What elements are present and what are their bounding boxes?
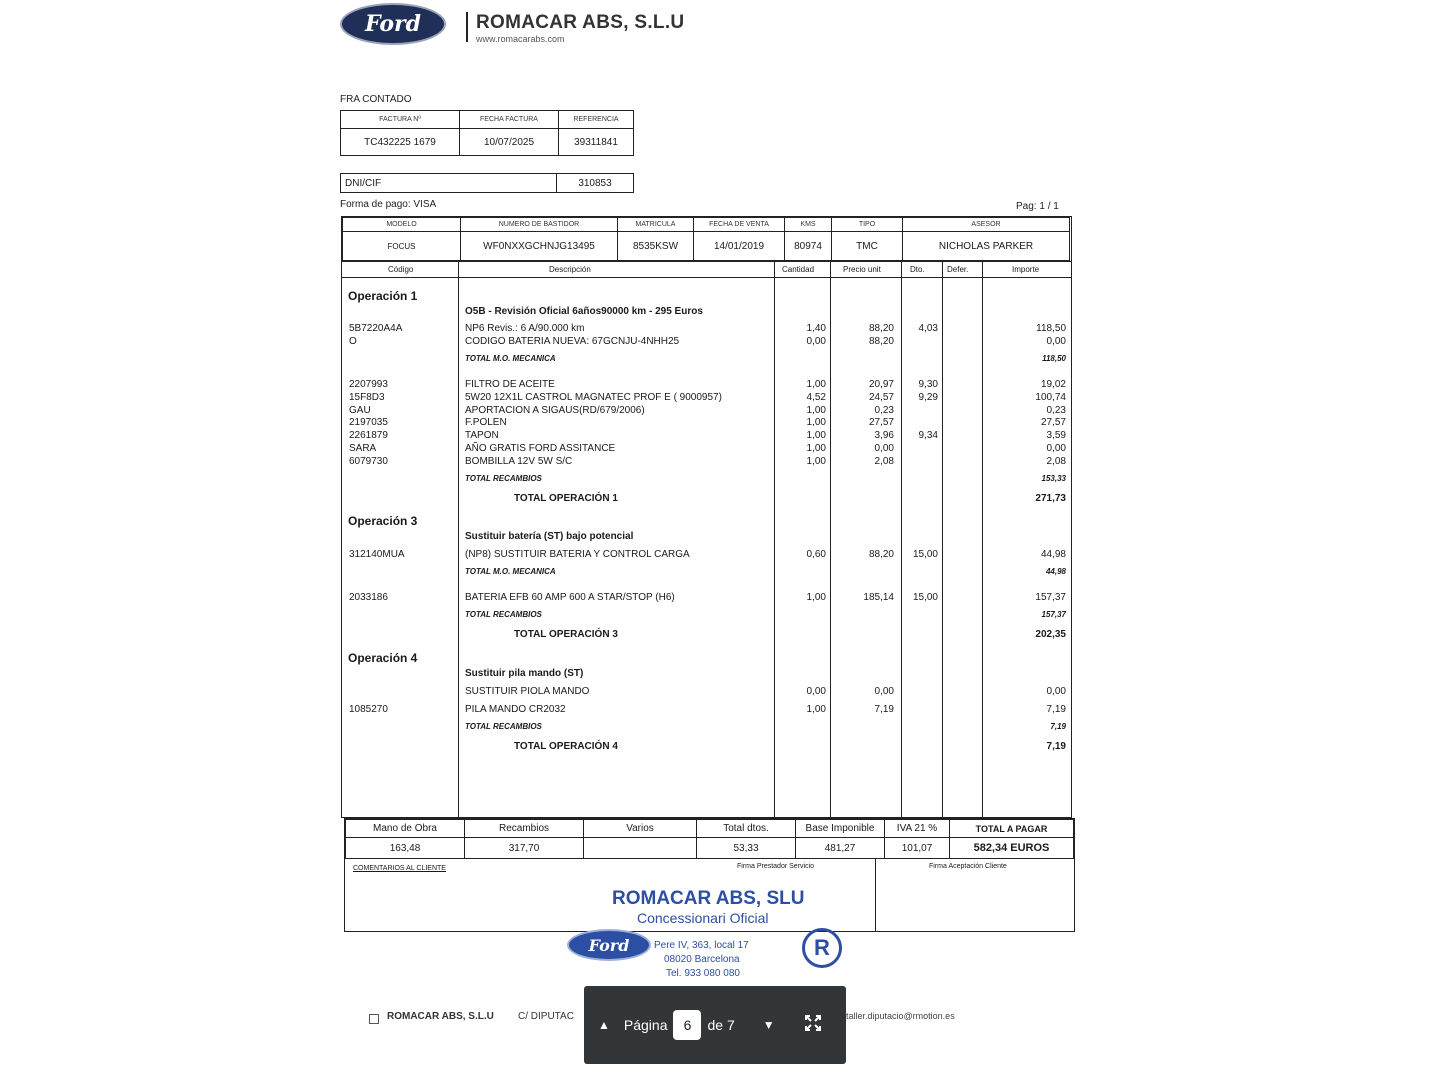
line-code: O [349, 336, 357, 347]
bottom-email: taller.diputacio@rmotion.es [846, 1011, 955, 1021]
part-code: GAU [349, 404, 371, 416]
op3-total-label: TOTAL OPERACIÓN 3 [514, 629, 618, 640]
part-qty: 1,00 [806, 404, 826, 416]
part-imp: 2,08 [1046, 455, 1066, 467]
ref-value: 39311841 [559, 129, 634, 156]
op1-heading: O5B - Revisión Oficial 6años90000 km - 295 Euros [465, 306, 703, 317]
vh-modelo: MODELO [343, 218, 461, 232]
col-sep [830, 261, 831, 817]
line-imp: 44,98 [1040, 549, 1066, 560]
line-qty: 1,00 [806, 704, 826, 715]
part-imp: 3,59 [1046, 430, 1066, 442]
stamp-subtitle: Concessionari Oficial [637, 910, 769, 926]
th-mano-obra: Mano de Obra [346, 820, 465, 838]
part-desc: BOMBILLA 12V 5W S/C [465, 455, 573, 467]
part-qty: 1,00 [806, 430, 826, 442]
dni-label: DNI/CIF [341, 174, 557, 193]
factura-value: TC432225 1679 [341, 129, 460, 156]
part-desc: F.POLEN [465, 417, 507, 429]
op3-heading: Sustituir batería (ST) bajo potencial [465, 531, 634, 542]
col-cantidad: Cantidad [782, 265, 815, 274]
line-imp: 157,37 [1035, 592, 1066, 603]
company-name: ROMACAR ABS, S.L.U [476, 12, 685, 33]
vh-matricula: MATRICULA [618, 218, 694, 232]
dni-value: 310853 [557, 174, 634, 193]
firma-cliente-label: Firma Aceptación Cliente [929, 863, 1007, 870]
vv-fecha: 14/01/2019 [694, 232, 785, 261]
fullscreen-icon[interactable] [805, 1015, 821, 1036]
part-code: 6079730 [349, 455, 388, 467]
op3-title: Operación 3 [348, 514, 418, 528]
line-dto: 15,00 [912, 592, 938, 603]
stamp-company: ROMACAR ABS, SLU [612, 888, 805, 909]
line-dto: 4,03 [918, 323, 938, 334]
line-qty: 1,40 [806, 323, 826, 334]
part-qty: 1,00 [806, 455, 826, 467]
line-imp: 0,00 [1046, 686, 1066, 697]
stamp-address-2: 08020 Barcelona [664, 954, 740, 965]
invoice-info-table [340, 110, 634, 156]
line-qty: 0,00 [806, 336, 826, 347]
vv-matricula: 8535KSW [618, 232, 694, 261]
line-pu: 7,19 [874, 704, 894, 715]
part-code: SARA [349, 443, 377, 454]
part-imp: 0,00 [1046, 443, 1066, 454]
col-dto: Dto. [910, 265, 925, 274]
op1-title: Operación 1 [348, 289, 418, 303]
col-sep [901, 261, 902, 817]
pdf-page-toolbar [584, 986, 846, 1064]
stamp-phone: Tel. 933 080 080 [666, 968, 740, 979]
th-base: Base Imponible [796, 820, 885, 838]
part-qty: 4,52 [806, 391, 826, 403]
line-desc: NP6 Revis.: 6 A/90.000 km [465, 323, 585, 334]
line-desc: BATERIA EFB 60 AMP 600 A STAR/STOP (H6) [465, 592, 675, 603]
ref-label: REFERENCIA [559, 111, 634, 129]
page-label: Página [623, 1017, 668, 1033]
company-website: www.romacarabs.com [476, 34, 565, 44]
part-imp: 0,23 [1046, 404, 1066, 416]
part-pu: 20,97 [868, 379, 894, 390]
part-dto: 9,34 [918, 430, 938, 442]
vh-kms: KMS [785, 218, 832, 232]
part-qty: 1,00 [806, 443, 826, 454]
tv-iva: 101,07 [885, 838, 950, 859]
line-qty: 0,60 [806, 549, 826, 560]
op1-total-mo-value: 118,50 [1042, 354, 1066, 363]
checkbox-icon [369, 1014, 379, 1024]
op3-total-mo-value: 44,98 [1045, 567, 1066, 576]
vv-tipo: TMC [832, 232, 903, 261]
part-imp: 100,74 [1035, 391, 1066, 403]
line-code: 312140MUA [349, 549, 405, 560]
col-descripcion: Descripción [549, 265, 591, 274]
invoice-type: FRA CONTADO [340, 94, 412, 105]
op1-total-label: TOTAL OPERACIÓN 1 [514, 493, 618, 504]
col-sep [458, 261, 459, 817]
firma-prestador-label: Firma Prestador Servicio [737, 863, 815, 870]
ford-logo: Ford [340, 3, 446, 45]
col-sep [774, 261, 775, 817]
th-iva: IVA 21 % [885, 820, 950, 838]
line-imp: 7,19 [1046, 704, 1066, 715]
tv-recambios: 317,70 [465, 838, 584, 859]
page-total: de 7 [707, 1017, 735, 1033]
part-pu: 0,23 [874, 404, 894, 416]
col-importe: Importe [1012, 265, 1040, 274]
line-pu: 88,20 [868, 549, 894, 560]
part-desc: FILTRO DE ACEITE [465, 379, 555, 390]
page-count: Pag: 1 / 1 [1016, 201, 1059, 212]
tv-total-dtos: 53,33 [697, 838, 796, 859]
stamp-ford-logo: Ford [567, 929, 651, 961]
th-recambios: Recambios [465, 820, 584, 838]
op1-total-rec-value: 153,33 [1041, 474, 1066, 483]
vh-asesor: ASESOR [903, 218, 1070, 232]
part-desc: APORTACION A SIGAUS(RD/679/2006) [465, 404, 645, 416]
op3-total-mo-label: TOTAL M.O. MECANICA [465, 567, 556, 576]
op1-total-rec-label: TOTAL RECAMBIOS [465, 474, 542, 483]
th-total-dtos: Total dtos. [697, 820, 796, 838]
part-pu: 2,08 [874, 455, 894, 467]
tv-mano-obra: 163,48 [346, 838, 465, 859]
vehicle-bottom [342, 261, 1071, 262]
line-desc: CODIGO BATERIA NUEVA: 67GCNJU-4NHH25 [465, 336, 680, 347]
next-page-icon[interactable]: ▼ [762, 1018, 775, 1032]
part-pu: 27,57 [868, 417, 894, 429]
line-code: 5B7220A4A [349, 323, 403, 334]
part-dto: 9,30 [918, 379, 938, 390]
op4-total-rec-label: TOTAL RECAMBIOS [465, 722, 542, 731]
op4-total-rec-value: 7,19 [1050, 722, 1066, 731]
line-pu: 0,00 [874, 686, 894, 697]
part-pu: 24,57 [868, 391, 894, 403]
op4-heading: Sustituir pila mando (ST) [465, 668, 584, 679]
stamp-address-1: Pere IV, 363, local 17 [654, 940, 749, 951]
part-pu: 3,96 [874, 430, 894, 442]
fecha-value: 10/07/2025 [460, 129, 559, 156]
line-pu: 185,14 [863, 592, 894, 603]
vv-kms: 80974 [785, 232, 832, 261]
vv-bastidor: WF0NXXGCHNJG13495 [461, 232, 618, 261]
th-total-pagar: TOTAL A PAGAR [950, 820, 1074, 838]
op1-total-mo-label: TOTAL M.O. MECANICA [465, 354, 556, 363]
line-imp: 0,00 [1046, 336, 1066, 347]
col-precio: Precio unit [843, 265, 881, 274]
vh-bastidor: NUMERO DE BASTIDOR [461, 218, 618, 232]
fecha-label: FECHA FACTURA [460, 111, 559, 129]
stamp-r-logo: R [802, 928, 842, 968]
line-code: 2033186 [349, 592, 388, 603]
line-pu: 88,20 [868, 323, 894, 334]
line-imp: 118,50 [1036, 323, 1066, 334]
part-desc: 5W20 12X1L CASTROL MAGNATEC PROF E ( 9000957) [465, 391, 722, 403]
op1-total-value: 271,73 [1035, 493, 1066, 504]
factura-label: FACTURA Nº [341, 111, 460, 129]
tv-varios [584, 838, 697, 859]
payment-method: Forma de pago: VISA [340, 199, 437, 210]
line-dto: 15,00 [912, 549, 938, 560]
part-code: 2261879 [349, 430, 388, 442]
line-qty: 1,00 [806, 592, 826, 603]
part-qty: 1,00 [806, 379, 826, 390]
vv-asesor: NICHOLAS PARKER [903, 232, 1070, 261]
signature-divider [875, 859, 876, 931]
op3-total-rec-label: TOTAL RECAMBIOS [465, 610, 542, 619]
header-divider [466, 12, 468, 42]
line-desc: PILA MANDO CR2032 [465, 704, 566, 715]
bottom-company: ROMACAR ABS, S.L.U [387, 1011, 494, 1022]
columns-divider [342, 277, 1071, 278]
part-qty: 1,00 [806, 417, 826, 429]
op4-total-label: TOTAL OPERACIÓN 4 [514, 741, 618, 752]
dni-table [340, 173, 634, 193]
part-imp: 27,57 [1040, 417, 1066, 429]
vh-tipo: TIPO [832, 218, 903, 232]
line-qty: 0,00 [806, 686, 826, 697]
part-pu: 0,00 [874, 443, 894, 454]
part-desc: AÑO GRATIS FORD ASSITANCE [465, 443, 616, 454]
tv-total-pagar: 582,34 EUROS [950, 838, 1074, 859]
vv-modelo: FOCUS [343, 232, 461, 261]
prev-page-icon[interactable]: ▲ [598, 1018, 610, 1032]
comentarios-label: COMENTARIOS AL CLIENTE [353, 865, 446, 872]
totals-table [345, 819, 1074, 859]
op4-title: Operación 4 [348, 651, 418, 665]
part-dto: 9,29 [918, 391, 938, 403]
th-varios: Varios [584, 820, 697, 838]
invoice-items-box [341, 216, 1072, 818]
bottom-address: C/ DIPUTAC [518, 1011, 574, 1022]
line-pu: 88,20 [868, 336, 894, 347]
op4-total-value: 7,19 [1046, 741, 1066, 752]
part-code: 2207993 [349, 379, 388, 390]
col-codigo: Código [388, 265, 414, 274]
line-desc: (NP8) SUSTITUIR BATERIA Y CONTROL CARGA [465, 549, 690, 560]
page-number-input[interactable]: 6 [673, 1010, 701, 1040]
part-code: 2197035 [349, 417, 388, 429]
part-desc: TAPON [465, 430, 499, 442]
col-sep [942, 261, 943, 817]
vehicle-table [342, 217, 1070, 261]
col-defer: Defer. [947, 265, 969, 274]
op3-total-rec-value: 157,37 [1041, 610, 1066, 619]
op3-total-value: 202,35 [1035, 629, 1066, 640]
line-desc: SUSTITUIR PIOLA MANDO [465, 686, 590, 697]
tv-base: 481,27 [796, 838, 885, 859]
vh-fecha: FECHA DE VENTA [694, 218, 785, 232]
line-code: 1085270 [349, 704, 388, 715]
part-imp: 19,02 [1040, 379, 1066, 390]
part-code: 15F8D3 [349, 391, 385, 403]
